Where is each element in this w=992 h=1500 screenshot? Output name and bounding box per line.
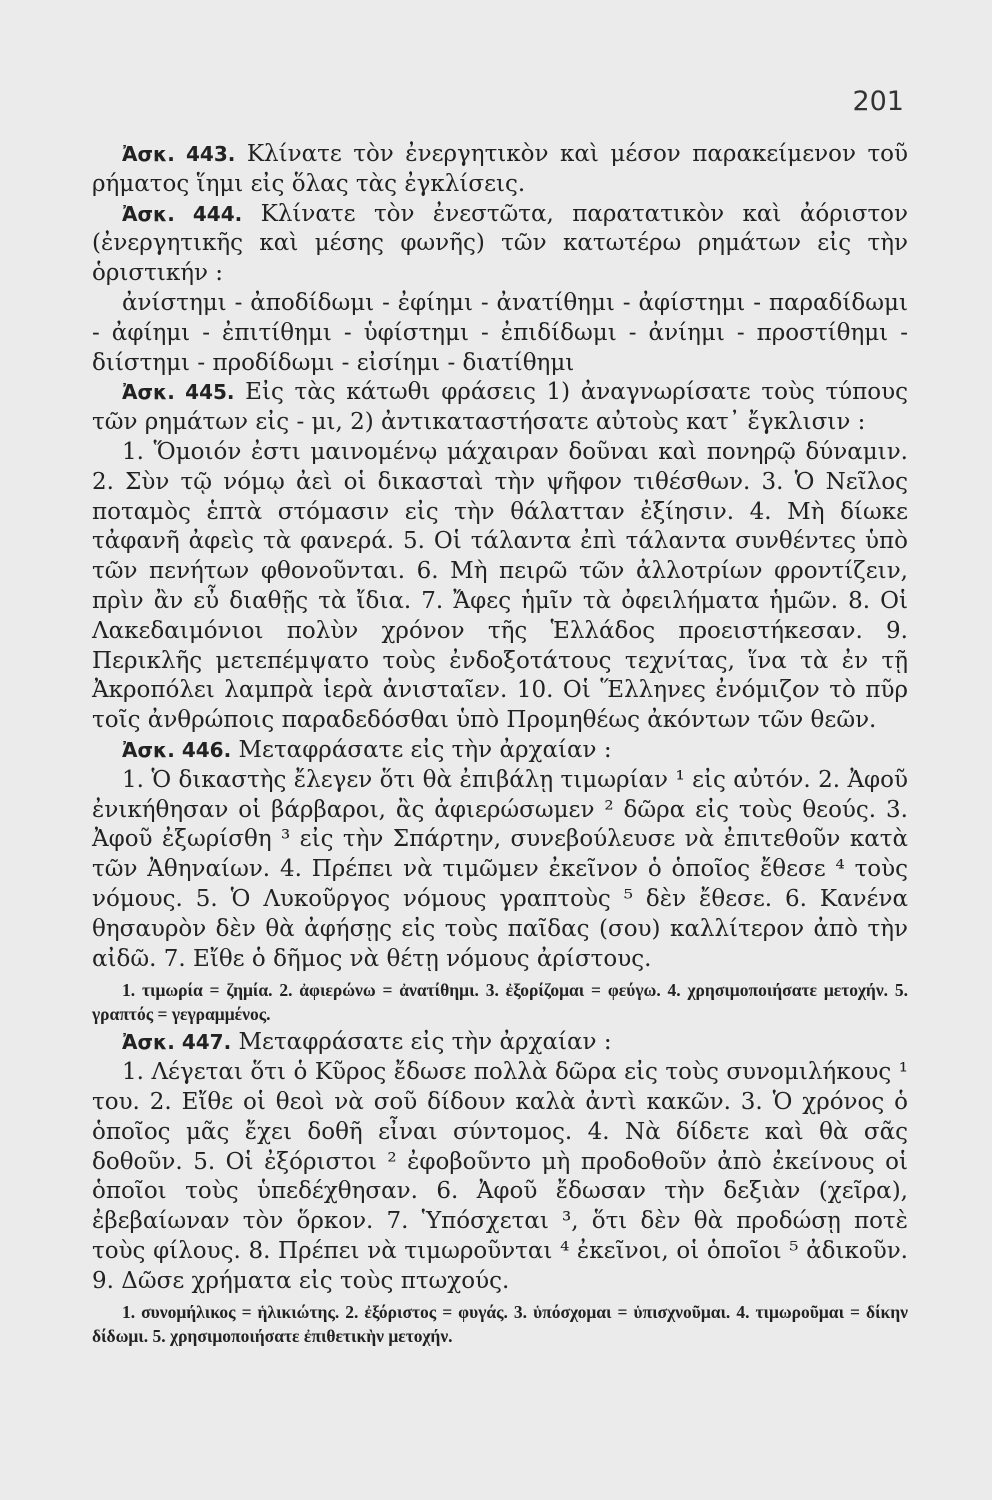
exercise-text: Μεταφράσατε εἰς τὴν ἀρχαίαν :: [231, 736, 612, 763]
exercise-text: Εἰς τὰς κάτωθι φράσεις 1) ἀναγνωρίσατε τοὺς τύπους τῶν ρημάτων εἰς - μι, 2) ἀντικαταστήσατε αὐτοὺς κατ᾽ ἔγκλισιν :: [92, 379, 908, 436]
exercise-446: [92, 736, 908, 766]
verb-list: ἀνίστημι - ἀποδίδωμι - ἐφίημι - ἀνατίθημι - ἀφίστημι - παραδίδωμι - ἀφίημι - ἐπιτίθημι - ὑφίστημι - ἐπιδίδωμι - ἀνίημι - προστίθημι - διίστημι - προδίδωμι - εἰσίημι - διατίθημι: [92, 289, 908, 376]
exercise-label: Ἀσκ. 446.: [122, 737, 232, 762]
footnotes: 1. συνομήλικος = ἡλικιώτης. 2. ἐξόριστος = φυγάς. 3. ὑπόσχομαι = ὑπισχνοῦμαι. 4. τιμωροῦμαι = δίκην δίδωμι. 5. χρησιμοποιήσατε ἐπιθετικὴν μετοχήν.: [92, 1302, 908, 1347]
exercise-label: Ἀσκ. 443.: [122, 142, 236, 166]
exercise-447: [92, 1028, 908, 1058]
exercise-443: [92, 140, 908, 200]
exercise-445: [92, 378, 908, 438]
exercise-444: [92, 200, 908, 289]
exercise-text: Κλίνατε τὸν ἐνεστῶτα, παρατατικὸν καὶ ἀόριστον (ἐνεργητικῆς καὶ μέσης φωνῆς) τῶν κατωτέρω ρημάτων εἰς τὴν ὁριστικήν :: [92, 200, 909, 287]
page-content: [92, 140, 908, 1350]
page-number: 201: [852, 86, 904, 117]
exercise-body: 1. Ὅμοιόν ἐστι μαινομένῳ μάχαιραν δοῦναι καὶ πονηρῷ δύναμιν. 2. Σὺν τῷ νόμῳ ἀεὶ οἱ δικασταὶ τὴν ψῆφον τιθέσθων. 3. Ὁ Νεῖλος ποταμὸς ἑπτὰ στόμασιν εἰς τὴν θάλατταν ἐξίησιν. 4. Μὴ δίωκε τἀφανῆ ἀφεὶς τὰ φανερά. 5. Οἱ τάλαντα ἐπὶ τάλαντα συνθέντες ὑπὸ τῶν πενήτων φθονοῦνται. 6. Μὴ πειρῶ τῶν ἀλλοτρίων φροντίζειν, πρὶν ἂν εὖ διαθῇς τὰ ἴδια. 7. Ἄφες ἡμῖν τὰ ὀφειλήματα ἡμῶν. 8. Οἱ Λακεδαιμόνιοι πολὺν χρόνον τῆς Ἑλλάδος προειστήκεσαν. 9. Περικλῆς μετεπέμψατο τοὺς ἐνδοξοτάτους τεχνίτας, ἵνα τὰ ἐν τῇ Ἀκροπόλει λαμπρὰ ἱερὰ ἀνισταῖεν. 10. Οἱ Ἕλληνες ἐνόμιζον τὸ πῦρ τοῖς ἀνθρώποις παραδεδόσθαι ὑπὸ Προμηθέως ἀκόντων τῶν θεῶν.: [92, 438, 908, 734]
footnotes: 1. τιμωρία = ζημία. 2. ἀφιερώνω = ἀνατίθημι. 3. ἐξορίζομαι = φεύγω. 4. χρησιμοποιήσατε μετοχήν. 5. γραπτός = γεγραμμένος.: [92, 980, 908, 1025]
exercise-label: Ἀσκ. 444.: [122, 201, 243, 226]
exercise-text: Μεταφράσατε εἰς τὴν ἀρχαίαν :: [231, 1029, 612, 1056]
exercise-text: Κλίνατε τὸν ἐνεργητικὸν καὶ μέσον παρακείμενον τοῦ ρήματος ἵημι εἰς ὅλας τὰς ἐγκλίσεις.: [92, 141, 908, 197]
exercise-body: 1. Λέγεται ὅτι ὁ Κῦρος ἔδωσε πολλὰ δῶρα εἰς τοὺς συνομιλήκους ¹ του. 2. Εἴθε οἱ θεοὶ νὰ σοῦ δίδουν καλὰ ἀντὶ κακῶν. 3. Ὁ χρόνος ὁ ὁποῖος μᾶς ἔχει δοθῆ εἶναι σύντομος. 4. Νὰ δίδετε καὶ θὰ σᾶς δοθοῦν. 5. Οἱ ἐξόριστοι ² ἐφοβοῦντο μὴ προδοθοῦν ἀπὸ ἐκείνους οἱ ὁποῖοι τοὺς ὑπεδέχθησαν. 6. Ἀφοῦ ἔδωσαν τὴν δεξιὰν (χεῖρα), ἐβεβαίωναν τὸν ὅρκον. 7. Ὑπόσχεται ³, ὅτι δὲν θὰ προδώσῃ ποτὲ τοὺς φίλους. 8. Πρέπει νὰ τιμωροῦνται ⁴ ἐκεῖνοι, οἱ ὁποῖοι ⁵ ἀδικοῦν. 9. Δῶσε χρήματα εἰς τοὺς πτωχούς.: [92, 1059, 908, 1294]
exercise-label: Ἀσκ. 445.: [122, 380, 235, 405]
exercise-label: Ἀσκ. 447.: [122, 1030, 232, 1055]
exercise-body: 1. Ὁ δικαστὴς ἔλεγεν ὅτι θὰ ἐπιβάλῃ τιμωρίαν ¹ εἰς αὐτόν. 2. Ἀφοῦ ἐνικήθησαν οἱ βάρβαροι, ἂς ἀφιερώσωμεν ² δῶρα εἰς τοὺς θεούς. 3. Ἀφοῦ ἐξωρίσθη ³ εἰς τὴν Σπάρτην, συνεβούλευσε νὰ ἐπιτεθοῦν κατὰ τῶν Ἀθηναίων. 4. Πρέπει νὰ τιμῶμεν ἐκεῖνον ὁ ὁποῖος ἔθεσε ⁴ τοὺς νόμους. 5. Ὁ Λυκοῦργος νόμους γραπτοὺς ⁵ δὲν ἔθεσε. 6. Κανένα θησαυρὸν δὲν θὰ ἀφήσῃς εἰς τοὺς παῖδας (σου) καλλίτερον ἀπὸ τὴν αἰδῶ. 7. Εἴθε ὁ δῆμος νὰ θέτῃ νόμους ἀρίστους.: [92, 766, 908, 972]
